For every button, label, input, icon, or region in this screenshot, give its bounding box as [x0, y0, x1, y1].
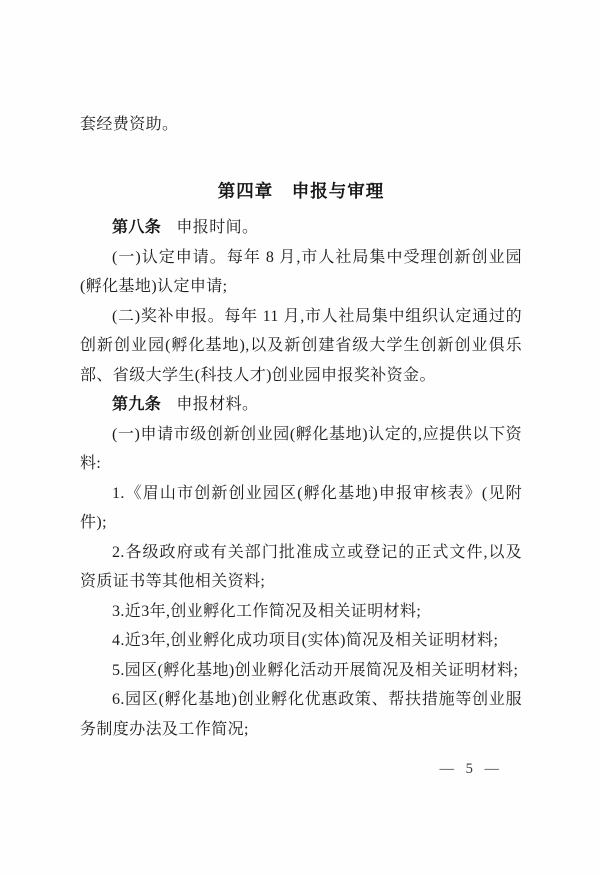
clause-8-2: (二)奖补申报。每年 11 月,市人社局集中组织认定通过的创新创业园(孵化基地),以及新创建省级大学生创新创业俱乐部、省级大学生(科技人才)创业园申报奖补资金。: [80, 307, 522, 384]
article-8-number: 第八条: [112, 219, 162, 236]
material-item-1: 1.《眉山市创新创业园区(孵化基地)申报审核表》(见附件);: [80, 484, 522, 531]
material-item-2: 2.各级政府或有关部门批准成立或登记的正式文件,以及资质证书等其他相关资料;: [80, 543, 522, 590]
article-8-title: 申报时间。: [176, 219, 259, 236]
material-item-5: 5.园区(孵化基地)创业孵化活动开展简况及相关证明材料;: [112, 661, 519, 679]
chapter-heading: 第四章 申报与审理: [217, 180, 385, 201]
clause-8-1: (一)认定申请。每年 8 月,市人社局集中受理创新创业园(孵化基地)认定申请;: [80, 248, 522, 295]
article-8: [80, 213, 522, 243]
material-item-4: 4.近3年,创业孵化成功项目(实体)简况及相关证明材料;: [112, 632, 499, 649]
material-item-6: 6.园区(孵化基地)创业孵化优惠政策、帮扶措施等创业服务制度办法及工作简况;: [80, 691, 522, 738]
material-item-3: 3.近3年,创业孵化工作简况及相关证明材料;: [112, 602, 422, 620]
clause-9-1: (一)申请市级创新创业园(孵化基地)认定的,应提供以下资料:: [80, 425, 522, 472]
article-9: [80, 390, 522, 420]
article-9-number: 第九条: [112, 396, 162, 413]
paragraph-continuation: 套经费资助。: [80, 116, 179, 133]
page-number: — 5 —: [439, 761, 503, 777]
article-9-title: 申报材料。: [176, 396, 259, 413]
